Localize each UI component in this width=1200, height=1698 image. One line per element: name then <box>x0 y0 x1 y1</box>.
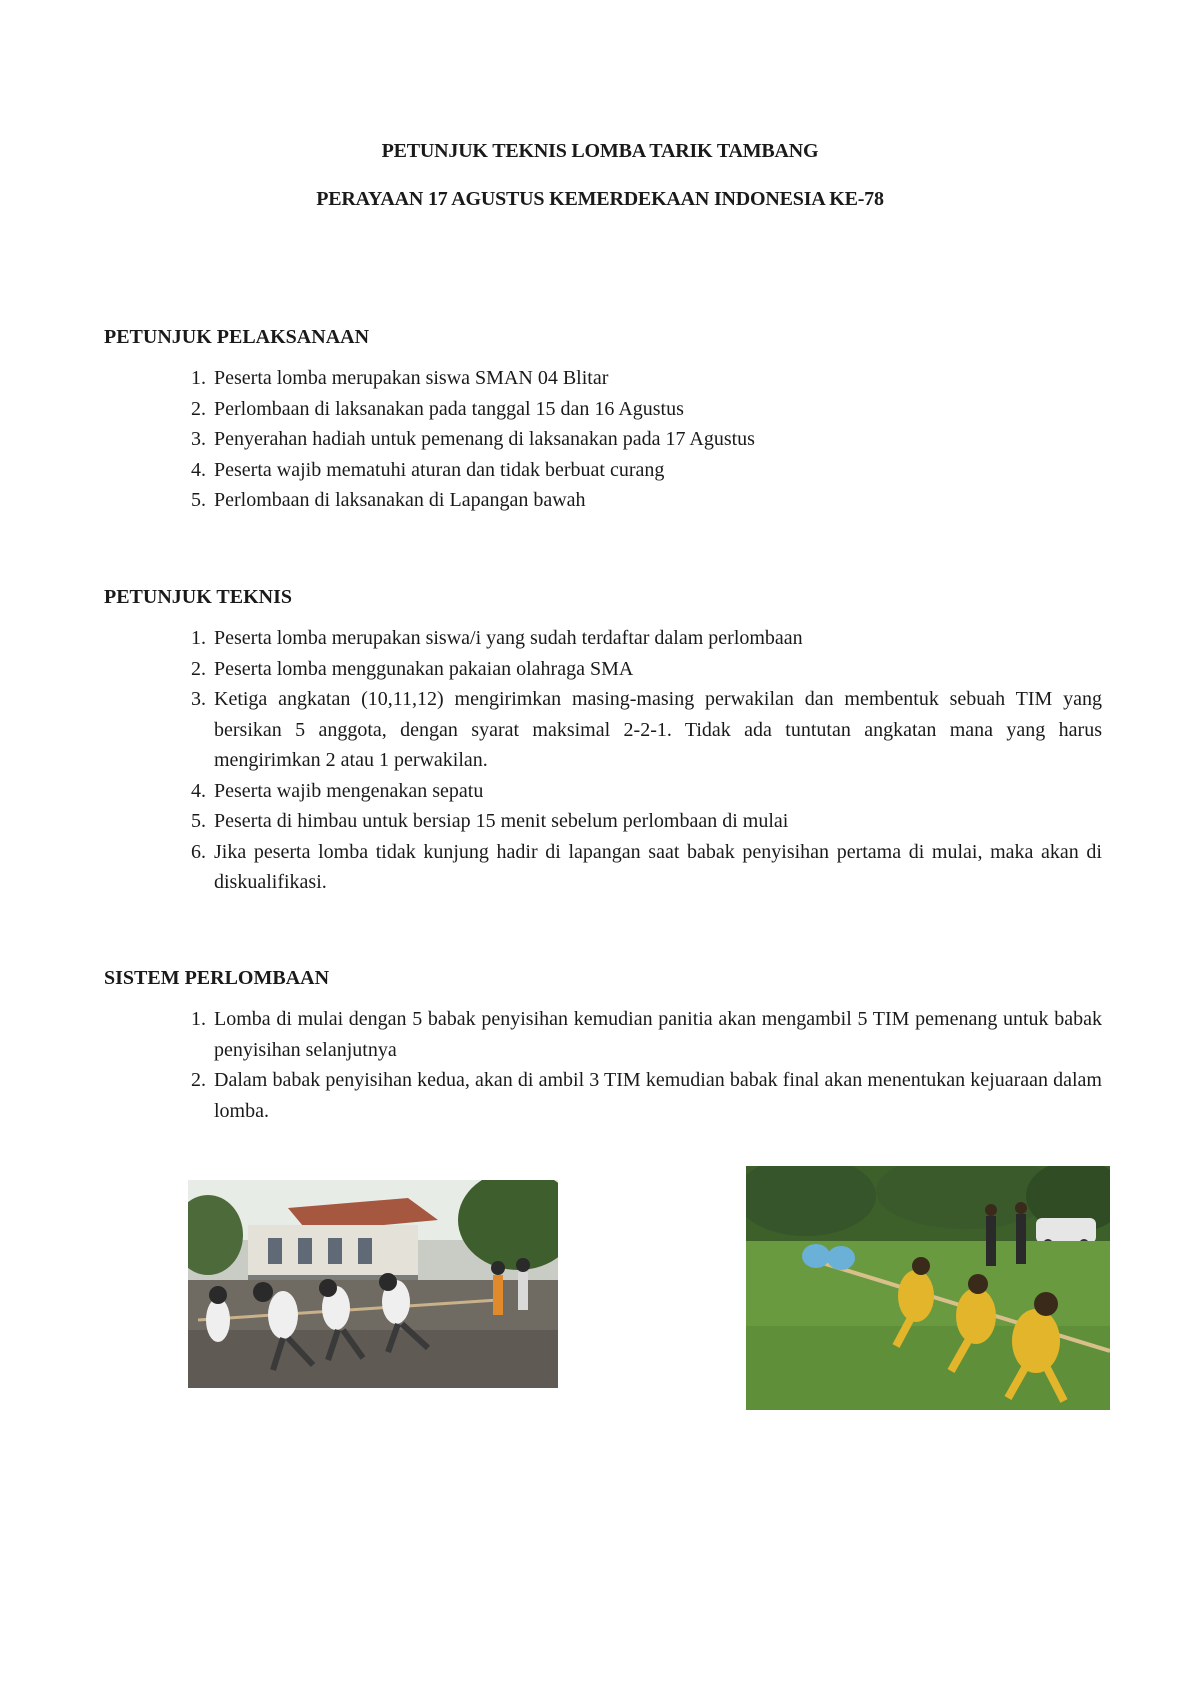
list-number: 2. <box>191 657 206 680</box>
list-item <box>104 394 1102 425</box>
list-number: 1. <box>191 1008 206 1030</box>
list-item <box>104 623 1102 654</box>
list-number: 3. <box>191 688 206 710</box>
section-sistem-perlombaan <box>104 967 1104 1126</box>
list-item <box>104 837 1102 898</box>
list-item <box>104 776 1102 807</box>
list-item-text: Peserta wajib mematuhi aturan dan tidak berbuat curang <box>214 458 665 481</box>
list-number: 3. <box>191 428 206 450</box>
list-item-text: Perlombaan di laksanakan pada tanggal 15 dan 16 Agustus <box>214 397 684 420</box>
list-item-text: Peserta lomba merupakan siswa/i yang sudah terdaftar dalam perlombaan <box>214 627 803 649</box>
list-number: 4. <box>191 458 206 481</box>
list-item <box>104 485 1102 516</box>
list-item <box>104 684 1102 776</box>
list-item-text: Jika peserta lomba tidak kunjung hadir di lapangan saat babak penyisihan pertama di mulai, maka akan di diskualifikasi. <box>214 840 1102 893</box>
photo-field-tug-of-war <box>746 1166 1110 1410</box>
list-number: 4. <box>191 779 206 802</box>
list-item-text: Ketiga angkatan (10,11,12) mengirimkan masing-masing perwakilan dan membentuk sebuah TIM yang bersikan 5 anggota, dengan syarat maksimal 2-2-1. Tidak ada tuntutan angkatan mana yang harus mengirimkan 2 atau 1 perwakilan. <box>214 688 1102 771</box>
list-item-text: Peserta lomba merupakan siswa SMAN 04 Blitar <box>214 367 609 389</box>
list-item <box>104 1004 1102 1065</box>
document-subtitle: PERAYAAN 17 AGUSTUS KEMERDEKAAN INDONESIA KE-78 <box>316 188 884 210</box>
numbered-list <box>104 623 1104 898</box>
list-item-text: Perlombaan di laksanakan di Lapangan bawah <box>214 489 586 511</box>
section-heading: PETUNJUK TEKNIS <box>104 586 293 608</box>
list-number: 6. <box>191 840 206 863</box>
list-number: 2. <box>191 397 206 420</box>
list-item-text: Peserta wajib mengenakan sepatu <box>214 779 484 802</box>
list-item <box>104 363 1102 394</box>
list-number: 5. <box>191 810 206 832</box>
list-number: 2. <box>191 1069 206 1091</box>
photo-schoolyard-tug-of-war <box>188 1180 558 1388</box>
numbered-list <box>104 1004 1104 1126</box>
list-number: 5. <box>191 489 206 511</box>
list-item-text: Peserta di himbau untuk bersiap 15 menit sebelum perlombaan di mulai <box>214 810 789 832</box>
list-item-text: Peserta lomba menggunakan pakaian olahraga SMA <box>214 657 634 680</box>
section-petunjuk-pelaksanaan <box>104 326 1104 516</box>
list-number: 1. <box>191 627 206 649</box>
document-title: PETUNJUK TEKNIS LOMBA TARIK TAMBANG <box>381 140 819 162</box>
section-heading: PETUNJUK PELAKSANAAN <box>104 326 370 348</box>
list-item <box>104 806 1102 837</box>
list-item <box>104 1065 1102 1126</box>
list-item <box>104 455 1102 486</box>
list-number: 1. <box>191 367 206 389</box>
list-item <box>104 424 1102 455</box>
list-item-text: Penyerahan hadiah untuk pemenang di laksanakan pada 17 Agustus <box>214 428 755 450</box>
list-item <box>104 654 1102 685</box>
list-item-text: Lomba di mulai dengan 5 babak penyisihan kemudian panitia akan mengambil 5 TIM pemenang untuk babak penyisihan selanjutnya <box>214 1008 1102 1061</box>
section-heading: SISTEM PERLOMBAAN <box>104 967 330 989</box>
section-petunjuk-teknis <box>104 586 1104 898</box>
list-item-text: Dalam babak penyisihan kedua, akan di ambil 3 TIM kemudian babak final akan menentukan kejuaraan dalam lomba. <box>214 1069 1102 1122</box>
numbered-list <box>104 363 1104 516</box>
